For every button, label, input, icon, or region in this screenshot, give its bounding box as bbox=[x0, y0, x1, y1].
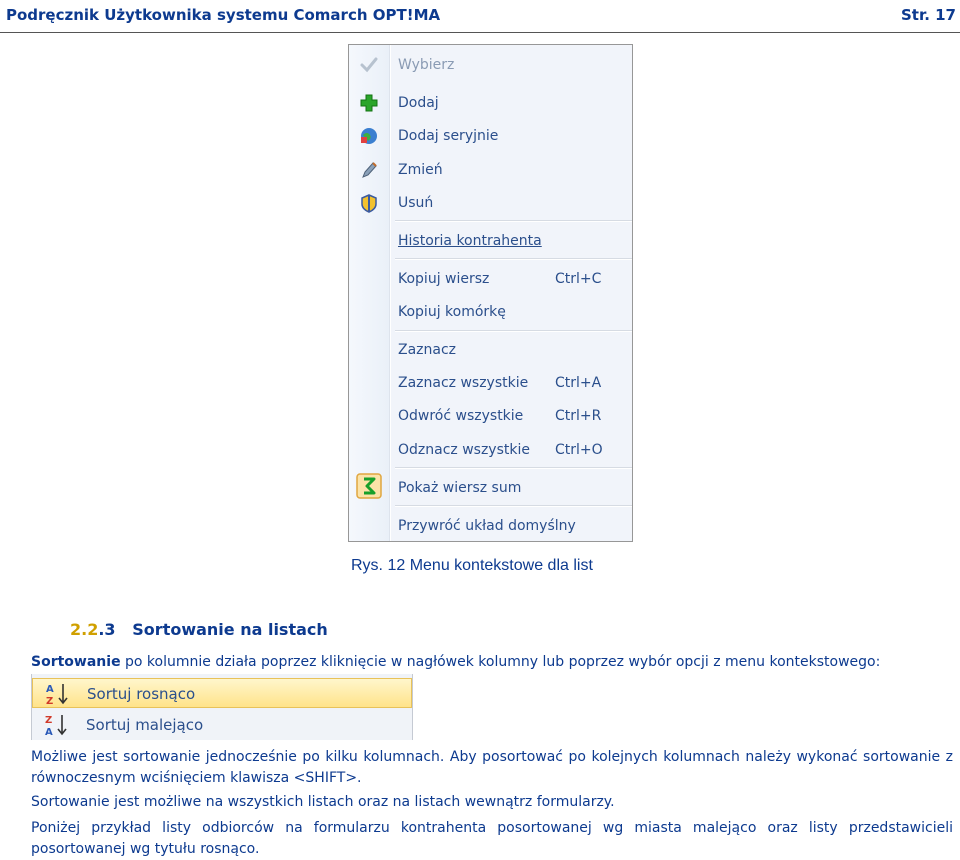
page-number: Str. 17 bbox=[900, 6, 956, 24]
context-menu bbox=[348, 44, 633, 542]
menu-item-zaznacz[interactable]: Zaznacz bbox=[398, 342, 457, 358]
menu-separator bbox=[395, 505, 632, 507]
shortcut-label: Ctrl+R bbox=[555, 408, 602, 424]
sort-ascending-option[interactable] bbox=[32, 678, 412, 708]
menu-item-kopiuj-wiersz[interactable]: Kopiuj wiersz Ctrl+C bbox=[398, 271, 602, 287]
globe-add-icon bbox=[359, 126, 379, 146]
shield-delete-icon bbox=[359, 193, 379, 213]
section-number-part: .3 bbox=[98, 620, 116, 639]
svg-text:Z: Z bbox=[46, 696, 54, 706]
document-title: Podręcznik Użytkownika systemu Comarch OPT!MA bbox=[6, 6, 441, 24]
svg-text:A: A bbox=[46, 684, 54, 695]
shortcut-label: Ctrl+O bbox=[555, 442, 603, 458]
sort-ascending-label: Sortuj rosnąco bbox=[87, 685, 196, 703]
sort-az-icon bbox=[45, 682, 71, 706]
section-title: Sortowanie na listach bbox=[132, 620, 328, 639]
menu-item-zaznacz-wszystkie[interactable]: Zaznacz wszystkie Ctrl+A bbox=[398, 375, 602, 391]
section-number-part: 2.2 bbox=[70, 620, 99, 639]
figure-caption: Rys. 12 Menu kontekstowe dla list bbox=[351, 557, 593, 574]
sort-menu bbox=[31, 674, 413, 740]
menu-item-odznacz-wszystkie[interactable]: Odznacz wszystkie Ctrl+O bbox=[398, 442, 603, 458]
menu-item-odwroc-wszystkie[interactable]: Odwróć wszystkie Ctrl+R bbox=[398, 408, 602, 424]
menu-separator bbox=[395, 220, 632, 222]
menu-item-zmien[interactable]: Zmień bbox=[349, 154, 632, 184]
menu-item-przywroc-uklad-domyslny[interactable]: Przywróć układ domyślny bbox=[398, 518, 576, 534]
sort-descending-label: Sortuj malejąco bbox=[86, 716, 204, 734]
sort-za-icon bbox=[44, 713, 70, 737]
menu-item-pokaz-wiersz-sum[interactable]: Pokaż wiersz sum bbox=[349, 472, 632, 502]
menu-separator bbox=[395, 330, 632, 332]
term-sortowanie: Sortowanie bbox=[31, 654, 121, 670]
svg-text:Z: Z bbox=[45, 715, 53, 726]
sort-descending-option[interactable] bbox=[32, 710, 412, 740]
paragraph-sort-scope: Sortowanie jest możliwe na wszystkich listach oraz na listach wewnątrz formularzy. bbox=[31, 794, 615, 810]
sum-icon bbox=[356, 473, 382, 499]
svg-text:A: A bbox=[45, 727, 53, 737]
shortcut-label: Ctrl+A bbox=[555, 375, 602, 391]
check-icon bbox=[359, 55, 379, 75]
page-header bbox=[6, 6, 958, 30]
section-heading bbox=[70, 620, 328, 639]
header-divider bbox=[0, 32, 960, 33]
menu-item-historia-kontrahenta[interactable]: Historia kontrahenta bbox=[398, 233, 542, 249]
paragraph-sorting-intro: Sortowanie po kolumnie działa poprzez kliknięcie w nagłówek kolumny lub poprzez wybór opcji z menu kontekstowego: bbox=[31, 654, 881, 670]
menu-item-wybierz[interactable]: Wybierz bbox=[349, 49, 632, 79]
menu-separator bbox=[395, 467, 632, 469]
pencil-icon bbox=[359, 160, 379, 180]
paragraph-example: Poniżej przykład listy odbiorców na formularzu kontrahenta posortowanej wg miasta malejąco oraz listy przedstawicieli posortowanej wg tytułu rosnąco. bbox=[31, 820, 953, 857]
menu-item-dodaj[interactable]: Dodaj bbox=[349, 87, 632, 117]
menu-item-kopiuj-komorke[interactable]: Kopiuj komórkę bbox=[398, 304, 506, 320]
menu-item-usun[interactable]: Usuń bbox=[349, 187, 632, 217]
menu-separator bbox=[395, 258, 632, 260]
plus-icon bbox=[359, 93, 379, 113]
menu-item-dodaj-seryjnie[interactable]: Dodaj seryjnie bbox=[349, 120, 632, 150]
paragraph-multi-sort: Możliwe jest sortowanie jednocześnie po kilku kolumnach. Aby posortować po kolejnych kolumnach należy wykonać sortowanie z równoczesnym wciśnięciem klawisza <SHIFT>. bbox=[31, 749, 953, 786]
shortcut-label: Ctrl+C bbox=[555, 271, 602, 287]
